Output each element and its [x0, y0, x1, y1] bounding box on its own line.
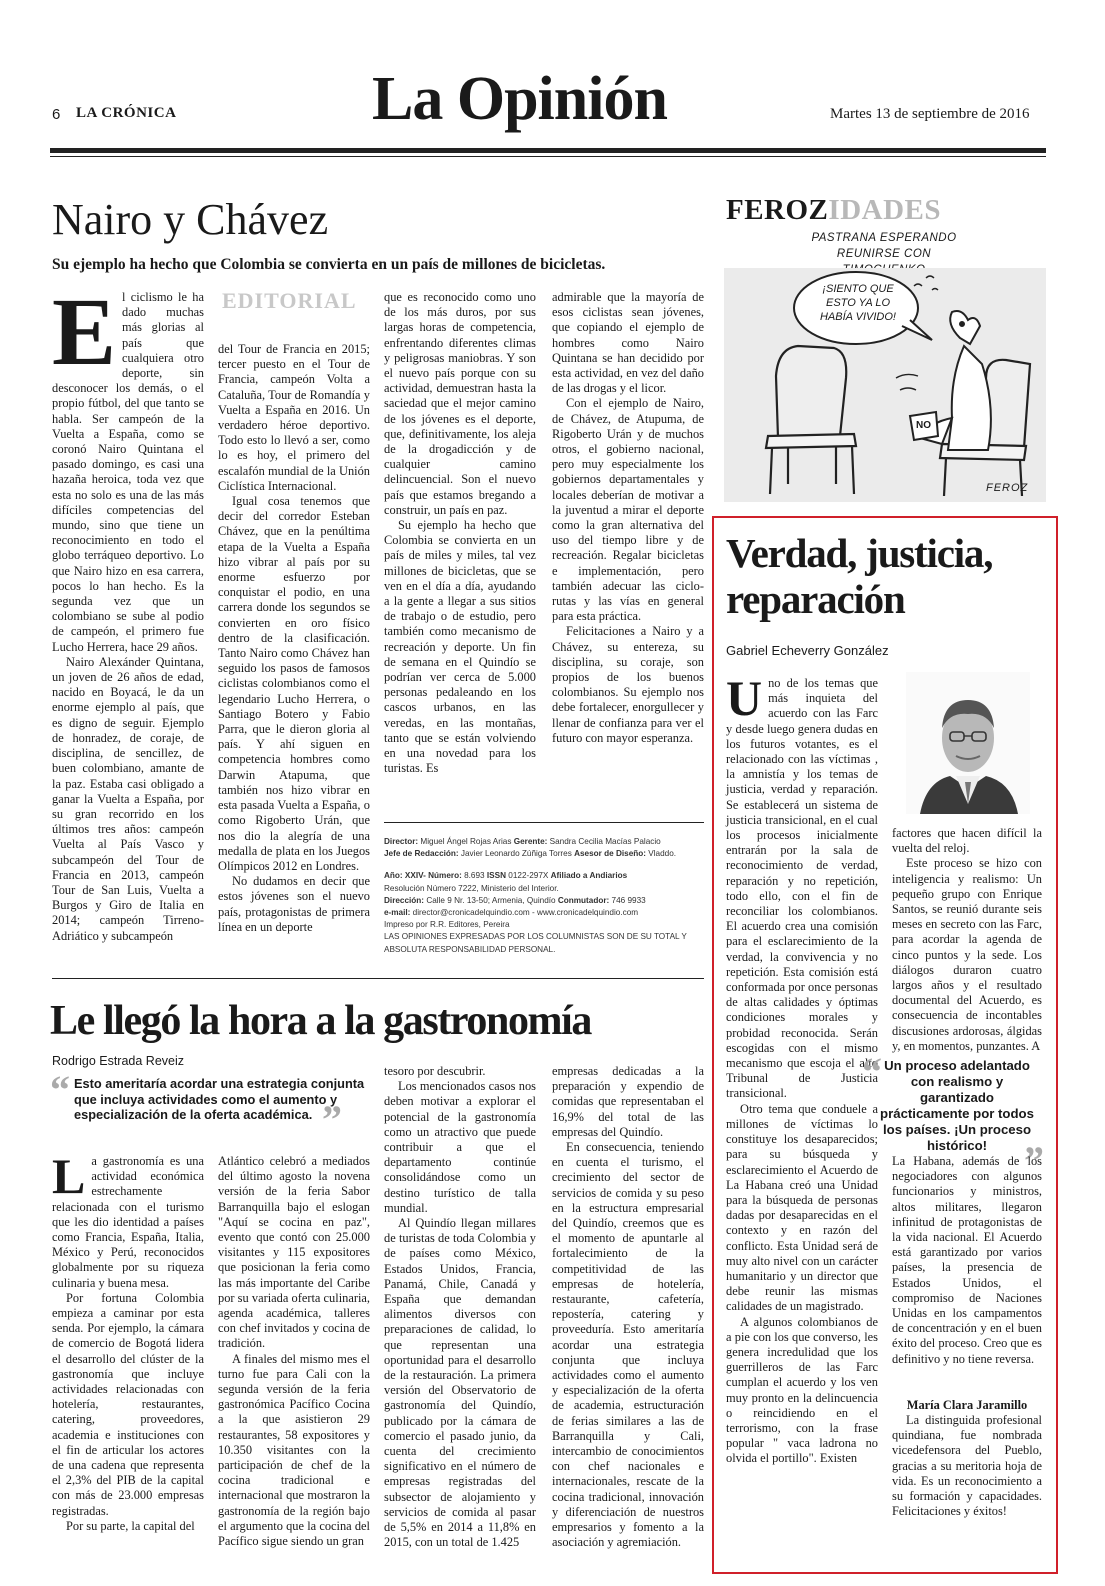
column-paragraph: Otro tema que conduele a millones de víctimas lo constituye los desaparecidos; para su búsqueda y esclarecimiento el Acuerdo de La Habana creó una Unidad para la búsqueda de personas dadas por desaparecidas en el contexto y en razón del conflicto. Esta Unidad será de muy alto nivel con un carácter humanitario y un director que debe reunir las mismas calidades de un magistrado. [726, 1101, 878, 1314]
editorial-paragraph: Con el ejemplo de Nairo, de Chávez, de Atupuma, de Rigoberto Urán y de muchos otros, el gobierno nacional, pero muy especialmente los gobiernos departamentales y locales deberían de motivar a la juventud a mirar el deporte como la gran alternativa del uso del tiempo libre y de recreación. Regalar bicicletas e implementación, pero también adecuar las ciclo-rutas y las vías en general para esta práctica. [552, 396, 704, 624]
section-title: La Opinión [372, 65, 667, 133]
editorial-column-1 [52, 278, 204, 944]
announcement-paragraph: La distinguida profesional quindiana, fue nombrada vicedefensora del Pueblo, gracias a su meritoria hoja de vida. Es un reconocimiento a su formación y capacidades. Felicitaciones y éxitos! [892, 1413, 1042, 1519]
author-photo [906, 672, 1030, 814]
close-quote-icon: ” [322, 1097, 342, 1142]
article-column-4 [552, 1064, 704, 1551]
masthead-label: Número: [428, 871, 462, 881]
announcement-name: María Clara Jaramillo [906, 1398, 1028, 1412]
masthead-label: Jefe de Redacción: [384, 849, 459, 859]
editorial-paragraph: Felicitaciones a Nairo y a Chávez, su entereza, su disciplina, su coraje, son propios de los buenos colombianos. Su ejemplo nos debe fortalecer, enorgullecer y llenar de confianza para ver el futuro con mayor esperanza. [552, 624, 704, 745]
column-title [726, 530, 992, 622]
article-pullquote [50, 1067, 372, 1142]
publication-name: LA CRÓNICA [76, 105, 177, 121]
masthead-label: e-mail: [384, 908, 411, 918]
cartoon-sign-text: NO [916, 420, 931, 431]
editorial-dropcap: E [52, 278, 117, 385]
column-body-1 [726, 670, 878, 1467]
article-paragraph: Por su parte, la capital del [66, 1518, 195, 1533]
masthead-email[interactable]: director@cronicadelquindio.com [412, 908, 530, 918]
editorial-subtitle: Su ejemplo ha hecho que Colombia se convierta en un país de millones de bicicletas. [52, 256, 606, 273]
editorial-paragraph: del Tour de Francia en 2015; tercer puesto en el Tour de Francia, campeón Volta a Cataluña, Tour de Romandía y Vuelta a España en 2016. Un verdadero héroe deportivo. Todo esto lo llevó a ser, como lo es hoy, el primero del escalafón mundial de la Unión Ciclística Internacional. [218, 342, 370, 493]
column-body-3 [892, 1154, 1042, 1367]
cartoon-panel [724, 268, 1046, 502]
speech-bubble-text [802, 282, 914, 324]
article-paragraph: a gastronomía es una actividad económica estrechamente relacionada con el turismo que les dio identidad a países como Francia, España, Italia, México y Perú, reconocidos globalmente por su riqueza culinaria y buena mesa. [52, 1154, 204, 1290]
masthead-website[interactable]: www.cronicadelquindio.com [537, 908, 639, 918]
cartoon-title [726, 194, 941, 227]
column-paragraph: Este proceso se hizo con inteligencia y realismo: Un pequeño grupo con Enrique Santos, se reunió durante seis meses en secreto con las Farc, para acordar la agenda de cinco puntos y la sede. Los diálogos duraron cuatro largos años y el resultado documental del Acuerdo, es consecuencia de incontables discusiones ardorosas, álgidas y, en momentos, punzantes. A [892, 856, 1042, 1053]
editorial-paragraph: No dudamos en decir que estos jóvenes son el nuevo país, protagonistas de primera línea en un deporte [218, 874, 370, 934]
section-divider [52, 978, 704, 979]
speech-line: ¡SIENTO QUE [822, 283, 894, 295]
article-paragraph: A finales del mismo mes el turno fue para Cali con la segunda versión de la feria gastronómica Pacífico Cocina a la que asistieron 29 restaurantes, 58 expositores y 10.350 visitantes con la participación de chef de la cocina tradicional e internacional que mostraron la gastronomía de la región bajo el argumento que la cocina del Pacífico sigue siendo un gran [218, 1351, 370, 1549]
editorial-paragraph: Igual cosa tenemos que decir del corredor Esteban Chávez, que en la penúltima etapa de la Vuelta a España hizo vibrar al país por su enorme esfuerzo por conquistar el podio, en una carrera donde los segundos se convierten en oro físico dentro de la clasificación. Tanto Nairo como Chávez han seguido los pasos de famosos ciclistas colombianos como el legendario Lucho Herrera, o Santiago Botero y Fabio Parra, que le dieron gloria al país. Y ahí siguen en competencia hombres como Darwin Atapuma, que también nos hizo vibrar en esta pasada Vuelta a España, o como Rigoberto Urán, que nos dio la alegría de una medalla de plata en los Juegos Olímpicos 2012 en Londres. [218, 494, 370, 873]
article-column-2 [218, 1154, 370, 1549]
masthead-value: 746 9933 [611, 895, 646, 905]
article-column-1 [52, 1148, 204, 1534]
masthead: Director: Miguel Ángel Rojas Arias Gerente: Sandra Cecilia Macías Palacio Jefe de Redacción: Javier Leonardo Zúñiga Torres Asesor de Diseño: Vladdo. Año: XXIV- Número: 8.693 ISSN 0122-297X Afiliado a Andiarios Resolución Número 7222, Ministerio del Interior. Dirección: Calle 9 Nr. 13-50; Armenia, Quindío Conmutador: 746 9933 e-mail: director@cronicadelquindio.com - www.cronicadelquindio.com Impreso por R.R. Editores, Pereira LAS OPINIONES EXPRESADAS POR LOS COLUMNISTAS SON DE SU TOTAL Y ABSOLUTA RESPONSABILIDAD PERSONAL. [384, 836, 706, 956]
author-portrait [906, 672, 1030, 814]
article-paragraph: Atlántico celebró a mediados del último agosto la novena versión de la feria Sabor Barranquilla bajo el eslogan "Aquí se cocina en paz", evento que contó con 25.000 visitantes y 115 expositores que posicionan la feria como las más importante del Caribe por su variada oferta culinaria, agenda académica, talleres con chef invitados y cocina de tradición. [218, 1154, 370, 1351]
article-paragraph: En consecuencia, teniendo en cuenta el turismo, el crecimiento del sector de servicios de comida y su peso en la estructura empresarial del Quindío, creemos que es el momento de apuntarle al fortalecimiento de la competitividad de las empresas de hotelería, restaurante, cafetería, repostería, catering y proveeduría. Esto ameritaría acordar una estrategia conjunta que incluya actividades como el aumento y especialización de la oferta de academia, estructuración de ferias similares a las de Barranquilla y Cali, intercambio de conocimientos con chef nacionales e internacionales, rescate de la cocina tradicional, innovación y diferenciación de nuestros empresarios y fomento a la asociación y agremiación. [552, 1140, 704, 1550]
column-title-line: reparación [726, 576, 905, 622]
header-rule-thin [50, 156, 1046, 157]
masthead-label: Año: XXIV- [384, 871, 426, 881]
masthead-label: Dirección: [384, 895, 425, 905]
header-rule [50, 148, 1046, 153]
article-paragraph: Los mencionados casos nos deben motivar a explorar el potencial de la gastronomía como un atractivo que puede contribuir a que el departamento continúe consolidándose como un destino turístico de talla mundial. [384, 1079, 536, 1215]
article-paragraph: Al Quindío llegan millares de turistas de toda Colombia y de países como México, Estados Unidos, Francia, Panamá, Chile, Canadá y España que demandan alimentos diversos con preparaciones de calidad, lo que representan una oportunidad para el desarrollo de la restauración. La primera versión del Observatorio de gastronomía del Quindío, publicado por la cámara de comercio el pasado junio, da cuenta del crecimiento significativo en el número de empresas registradas del subsector de alojamiento y servicios de comida al pasar de 5,5% en 2014 a 11,8% en 2015, con un total de 1.425 [384, 1216, 536, 1550]
editorial-column-2 [218, 342, 370, 935]
open-quote-icon: “ [50, 1067, 70, 1112]
column-author: Gabriel Echeverry González [726, 643, 889, 658]
close-quote-icon: ” [1024, 1138, 1044, 1183]
speech-line: HABÍA VIVIDO! [819, 311, 896, 323]
empty-chair [766, 346, 856, 494]
pullquote-text: Un proceso adelantado con realismo y garantizado prácticamente por todos los países. ¡Un proceso histórico! [880, 1058, 1034, 1153]
article-paragraph: empresas dedicadas a la preparación y expendio de comidas que representaban el 16,9% del total de las empresas del Quindío. [552, 1064, 704, 1139]
column-dropcap: U [726, 670, 763, 726]
cartoon-title-bold: FEROZ [726, 194, 829, 226]
masthead-rule-top [384, 822, 704, 823]
article-paragraph: tesoro por descubrir. [384, 1064, 486, 1078]
issue-date: Martes 13 de septiembre de 2016 [830, 106, 1030, 122]
masthead-value: Miguel Ángel Rojas Arias [420, 837, 512, 846]
article-title: Le llegó la hora a la gastronomía [50, 998, 592, 1044]
page-number: 6 [52, 106, 61, 123]
masthead-value: Sandra Cecilia Macías Palacio [549, 837, 661, 846]
masthead-label: Director: [384, 837, 419, 846]
editorial-paragraph: Nairo Alexánder Quintana, un joven de 26 años de edad, nacido en Boyacá, le da un enorme ejemplo al país, que es digno de seguir. Ejemplo de honradez, de coraje, de disciplina, de sencillez, de buen colombiano, amante de la paz. Estaba casi obligado a ganar la Vuelta a España, por su gran recorrido en los últimos tres años: campeón Vuelta al País Vasco y subcampeón del Tour de Francia en 2013, campeón Tour de San Luis, Vuelta a Burgos y Giro de Italia en 2014; campeón Tirreno-Adriático y subcampeón [52, 654, 204, 943]
masthead-value: Calle 9 Nr. 13-50; Armenia, Quindío [426, 895, 556, 905]
masthead-label: Asesor de Diseño: [574, 849, 646, 859]
editorial-paragraph: l ciclismo le ha dado muchas más glorias al país que cualquiera otro deporte, sin desconocer los demás, o el propio fútbol, del que tanto se habla. Ser campeón de la Vuelta a España, como se coronó Nairo Quintana el pasado domingo, es casi una hazaña heroica, toda vez que esta no solo es una de las más difíciles competencias del mundo, sino que tiene un reconocimiento en todo el globo terráqueo deportivo. Lo que Nairo hizo en esa carrera, pocos lo han hecho. Es la segunda vez que un colombiano se sube al podio de campeón, el primero fue Lucho Herrera, hace 29 años. [52, 290, 204, 654]
editorial-title: Nairo y Chávez [52, 195, 329, 244]
pullquote-text: Esto ameritaría acordar una estrategia conjunta que incluya actividades como el aumento y especialización de la oferta académica. [74, 1076, 365, 1122]
masthead-value: Vladdo. [648, 849, 677, 859]
article-dropcap: L [52, 1148, 86, 1204]
editorial-paragraph: Su ejemplo ha hecho que Colombia se convierta en un país de miles y miles, tal vez millones de bicicletas, que se ven en el día a día, ayudando a la gente a llegar a sus sitios de trabajo o de estudio, pero también como mecanismo de recreación y deporte. Un fin de semana en el Quindío se podrían ver cerca de 5.000 personas pedaleando en los cascos urbanos, en las veredas, en las montañas, tanto que se están volviendo en una novedad para los turistas. Es [384, 518, 536, 776]
column-pullquote [862, 1049, 1046, 1183]
masthead-label: Conmutador: [557, 895, 610, 905]
announcement-box [892, 1398, 1042, 1519]
masthead-value: 0122-297X [508, 871, 549, 881]
editorial-paragraph: admirable que la mayoría de esos ciclistas sean jóvenes, que copiando el ejemplo de hombres como Nairo Quintana se han decidido por esta actividad, en vez del daño de las drogas y el licor. [552, 290, 704, 396]
column-paragraph: factores que hacen difícil la vuelta del reloj. [892, 826, 1042, 856]
masthead-value: 8.693 [464, 871, 485, 881]
cartoon-caption-line: PASTRANA ESPERANDO [811, 232, 957, 244]
masthead-value: Javier Leonardo Zúñiga Torres [460, 849, 572, 859]
cartoon-caption-line: REUNIRSE CON [836, 248, 932, 260]
column-title-line: Verdad, justicia, [726, 530, 993, 576]
editorial-column-3 [384, 290, 536, 777]
column-paragraph: La Habana, además de los negociadores con algunos funcionarios y ministros, altos militares, llegaron infinitud de protagonistas de la vida nacional. El Acuerdo está garantizado por varios países, la presencia de Estados Unidos, el compromiso de Naciones Unidas en los campamentos de concentración y en el buen éxito del proceso. Creo que es definitivo y no tiene reversa. [892, 1154, 1042, 1366]
masthead-label: Afiliado a Andiarios [550, 871, 628, 881]
cartoon-title-light: IDADES [828, 194, 941, 226]
article-column-3 [384, 1064, 536, 1551]
announcement-text [892, 1413, 1042, 1519]
open-quote-icon: “ [862, 1049, 882, 1094]
column-paragraph: A algunos colombianos de a pie con los que converso, les genera incredulidad que los guerrilleros de las Farc cumplan el acuerdo y los ven muy pronto en la delincuencia o reincidiendo en el terrorismo, con la frase popular " vaca ladrona no olvida el portillo". Existen [726, 1314, 878, 1466]
article-author: Rodrigo Estrada Reveiz [52, 1054, 185, 1068]
column-paragraph: no de los temas que más inquieta del acuerdo con las Farc y desde luego genera dudas en los futuros votantes, es el relacionado con las víctimas , la amnistía y los temas de justicia, verdad y reparación. Se establecerá un sistema de justicia transicional, en el cual los procesos inicialmente entrarán por la sala de reconocimiento de verdad, reparación y no repetición, todo ello, con el fin de reconciliar los colombianos. El acuerdo crea una comisión para el esclarecimiento de la verdad, la convivencia y no repetición. Esta comisión está conformada por once personas de altas calidades y óptimas condiciones morales y probidad reconocida. Serán escogidas con el mismo mecanismo que escoja el alto Tribunal de Justicia transicional. [726, 676, 878, 1101]
masthead-label: ISSN [486, 871, 506, 881]
column-body-2 [892, 826, 1042, 1054]
article-paragraph: Por fortuna Colombia empieza a caminar por esta senda. Por ejemplo, la cámara de comercio de Bogotá lidera el desarrollo del clúster de la gastronomía que incluye actividades relacionadas con hotelería, restaurantes, catering, proveedores, academia e instituciones con el fin de articular los actores de una cadena que representa el 2,3% del PIB de la capital con más de 23.000 empresas registradas. [52, 1290, 204, 1518]
cartoon-signature: FEROZ [986, 482, 1029, 494]
editorial-paragraph: que es reconocido como uno de los más duros, por sus largas horas de competencia, enfrentando diferentes climas y peligrosas maniobras. Y son el nuevo país porque con su actividad, demuestran hasta la saciedad que el mejor camino de los jóvenes es el deporte, que, definitivamente, los aleja de la drogadicción y de cualquier camino delincuencial. Son el nuevo país que estamos bregando a construir, un país en paz. [384, 290, 536, 517]
masthead-disclaimer: LAS OPINIONES EXPRESADAS POR LOS COLUMNISTAS SON DE SU TOTAL Y ABSOLUTA RESPONSABILIDAD PERSONAL. [384, 932, 687, 954]
masthead-label: Gerente: [513, 837, 548, 846]
editorial-column-4 [552, 290, 704, 746]
masthead-value: Resolución Número 7222, Ministerio del Interior. [384, 883, 559, 893]
masthead-value: Impreso por R.R. Editores, Pereira [384, 920, 510, 930]
editorial-label: EDITORIAL [222, 288, 357, 313]
speech-line: ESTO YA LO [826, 297, 890, 309]
